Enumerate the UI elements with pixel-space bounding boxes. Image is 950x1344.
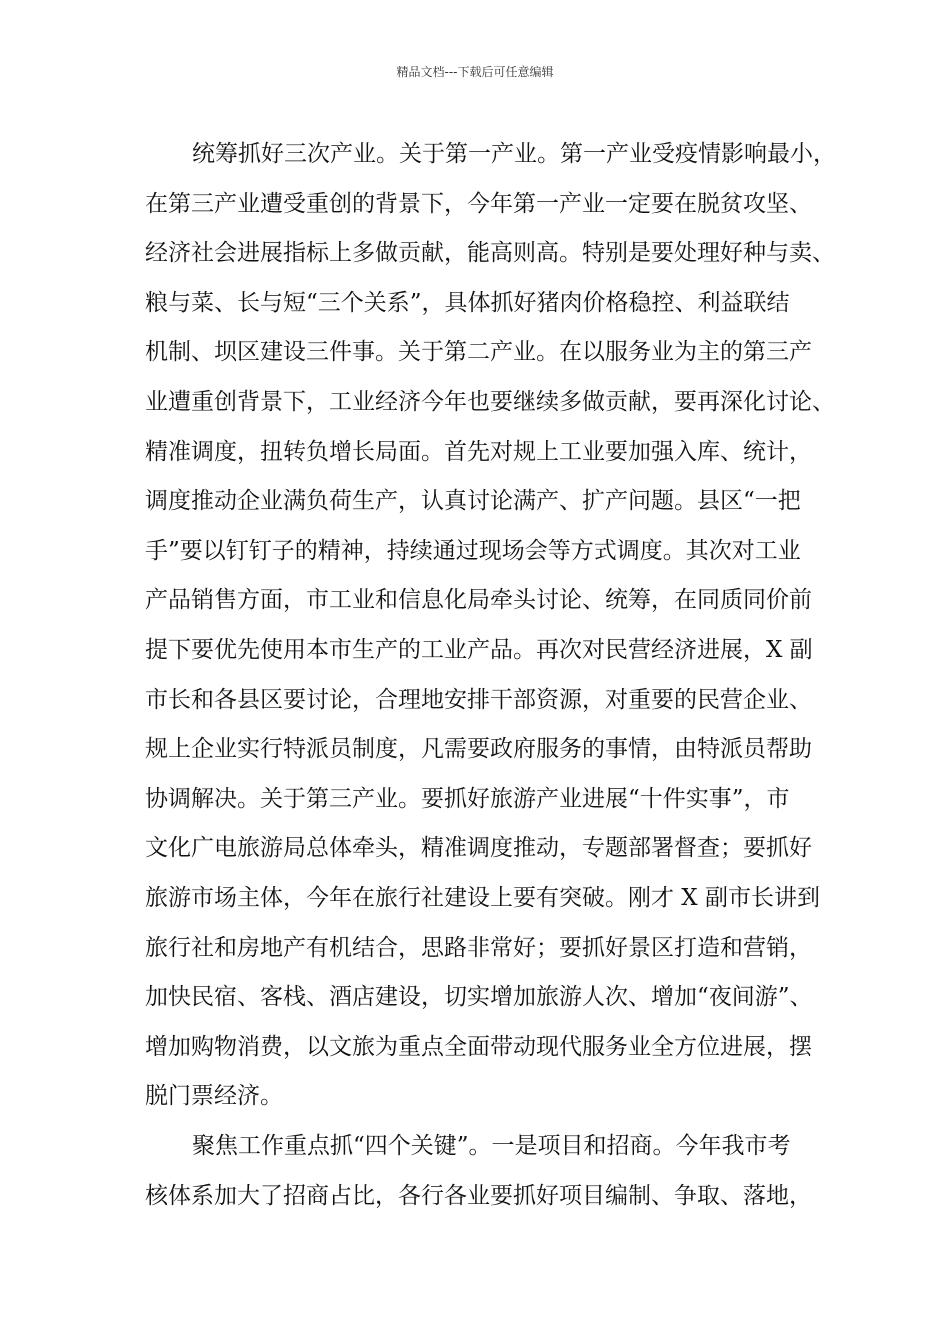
paragraph-1-line-6: 业遭重创背景下，工业经济今年也要继续多做贡献，要再深化讨论、 [145,389,835,415]
paragraph-1-line-3: 经济社会进展指标上多做贡献，能高则高。特别是要处理好种与卖、 [145,240,835,267]
paragraph-2-line-1: 聚焦工作重点抓“四个关键”。一是项目和招商。今年我市考 [192,1133,791,1159]
paragraph-1-line-11: 提下要优先使用本市生产的工业产品。再次对民营经济进展，X 副 [145,637,813,663]
paragraph-1-line-2: 在第三产业遭受重创的背景下，今年第一产业一定要在脱贫攻坚、 [145,190,812,217]
page-header: 精品文档---下载后可任意编辑 [396,65,554,79]
paragraph-1-line-7: 精准调度，扭转负增长局面。首先对规上工业要加强入库、统计， [145,438,812,465]
paragraph-1-line-1: 统筹抓好三次产业。关于第一产业。第一产业受疫情影响最小， [192,141,836,167]
paragraph-1-line-13: 规上企业实行特派员制度，凡需要政府服务的事情，由特派员帮助 [145,736,812,763]
paragraph-1-line-18: 加快民宿、客栈、酒店建设，切实增加旅游人次、增加“夜间游”、 [145,984,813,1011]
paragraph-1-line-15: 文化广电旅游局总体牵头，精准调度推动，专题部署督查；要抓好 [145,835,812,862]
paragraph-1-line-14: 协调解决。关于第三产业。要抓好旅游产业进展“十件实事”，市 [145,785,790,812]
paragraph-1-line-20: 脱门票经济。 [145,1083,283,1110]
paragraph-1-line-5: 机制、坝区建设三件事。关于第二产业。在以服务业为主的第三产 [145,339,812,366]
paragraph-1-line-12: 市长和各县区要讨论，合理地安排干部资源，对重要的民营企业、 [145,686,812,713]
paragraph-1-line-19: 增加购物消费，以文旅为重点全面带动现代服务业全方位进展，摆 [145,1033,812,1060]
paragraph-1-line-17: 旅行社和房地产有机结合，思路非常好；要抓好景区打造和营销， [145,934,812,961]
paragraph-1-line-10: 产品销售方面，市工业和信息化局牵头讨论、统筹，在同质同价前 [145,587,812,614]
paragraph-1-line-9: 手”要以钉钉子的精神，持续通过现场会等方式调度。其次对工业 [145,537,801,564]
paragraph-1-line-8: 调度推动企业满负荷生产，认真讨论满产、扩产问题。县区“一把 [145,488,801,515]
paragraph-2-line-2: 核体系加大了招商占比，各行各业要抓好项目编制、争取、落地， [145,1182,812,1209]
paragraph-1-line-16: 旅游市场主体，今年在旅行社建设上要有突破。刚才 X 副市长讲到 [145,885,820,911]
paragraph-1-line-4: 粮与菜、长与短“三个关系”，具体抓好猪肉价格稳控、利益联结 [145,289,790,316]
